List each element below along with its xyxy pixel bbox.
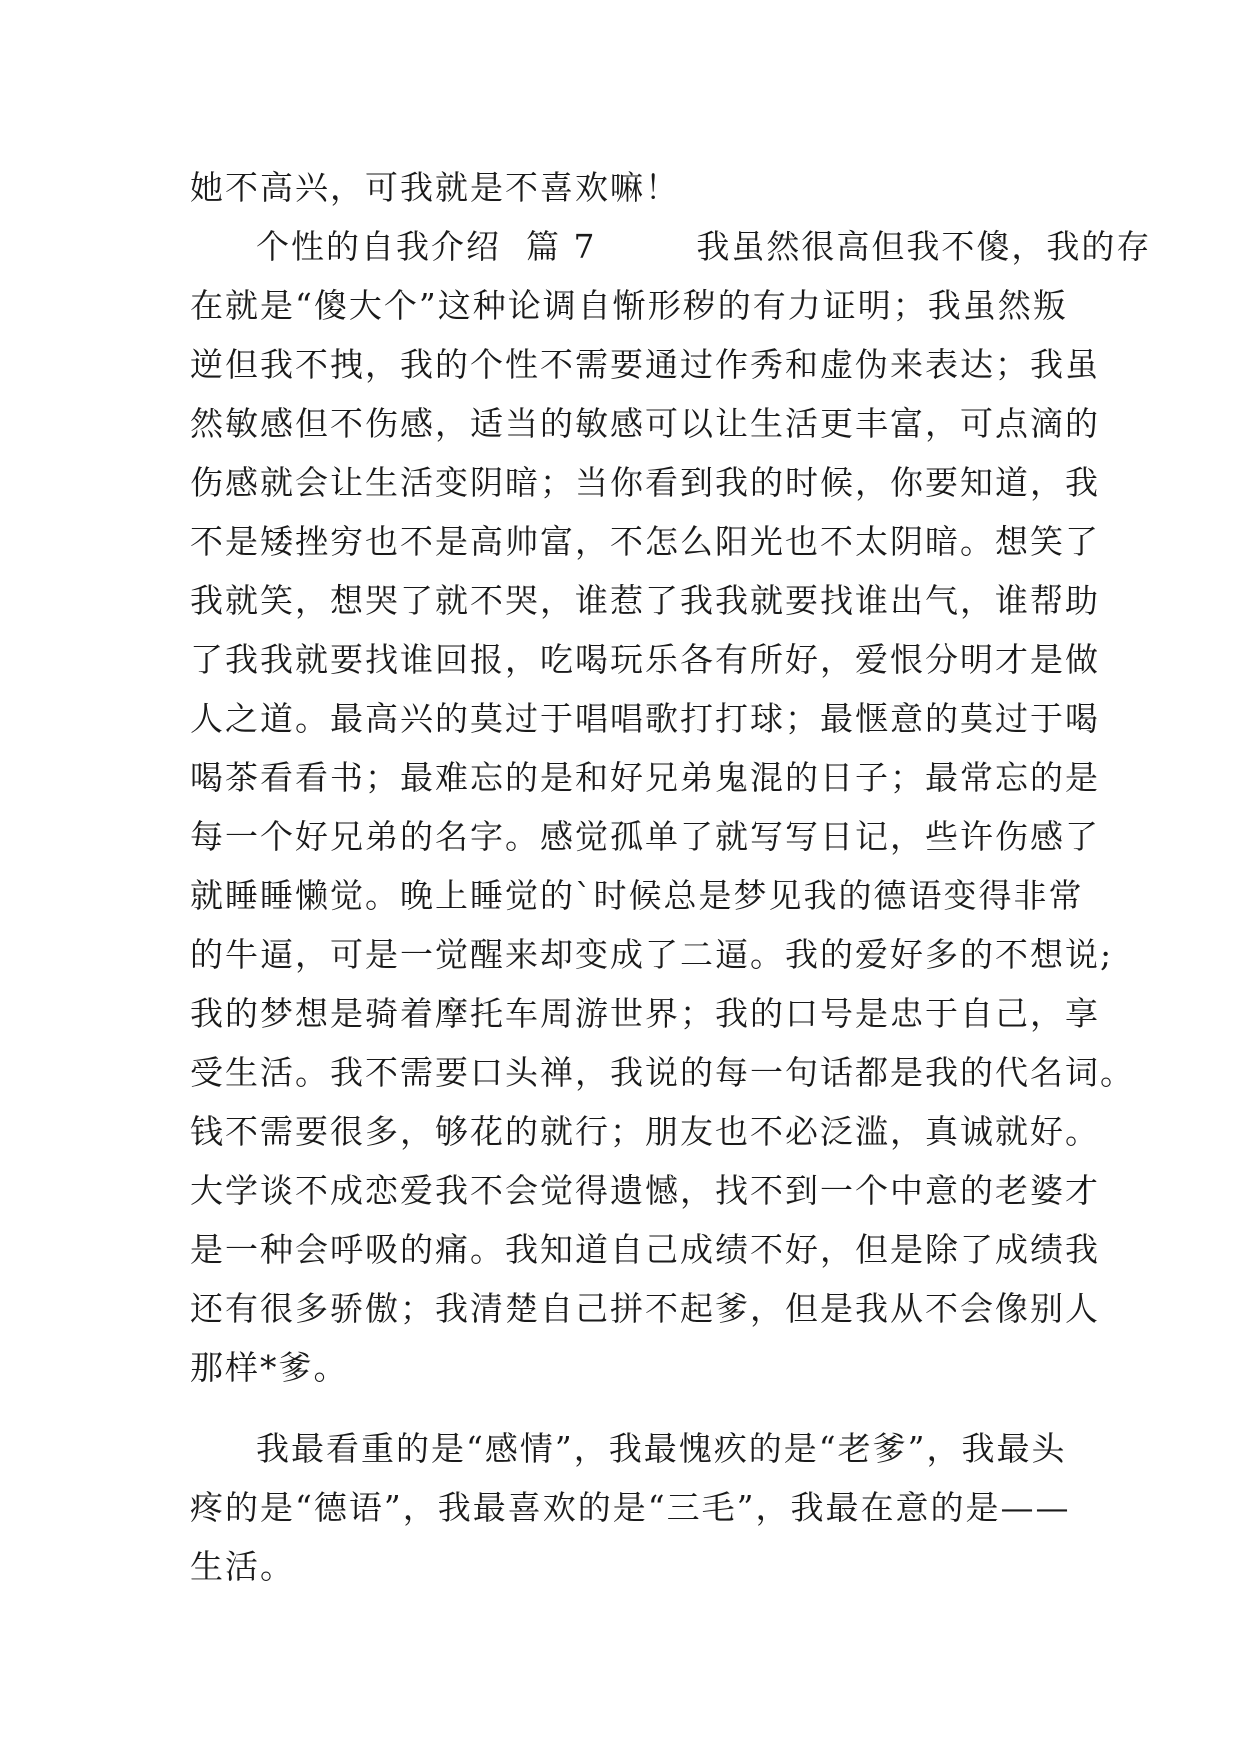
text-line: 大学谈不成恋爱我不会觉得遗憾，找不到一个中意的老婆才: [190, 1171, 1100, 1210]
text-line: 就睡睡懒觉。晚上睡觉的`时候总是梦见我的德语变得非常: [190, 876, 1084, 915]
text-line: 我的梦想是骑着摩托车周游世界；我的口号是忠于自己，享: [190, 994, 1100, 1033]
text-line: 那样*爹。: [190, 1348, 349, 1387]
text-line: 个性的自我介绍 篇 7 我虽然很高但我不傻，我的存: [256, 227, 1152, 266]
text-line: 伤感就会让生活变阴暗；当你看到我的时候，你要知道，我: [190, 463, 1100, 502]
text-line: 受生活。我不需要口头禅，我说的每一句话都是我的代名词。: [190, 1053, 1135, 1092]
body-text: [190, 158, 1152, 1596]
text-line: 钱不需要很多，够花的就行；朋友也不必泛滥，真诚就好。: [190, 1112, 1100, 1151]
paragraph-2: [190, 217, 1152, 1397]
text-line: 的牛逼，可是一觉醒来却变成了二逼。我的爱好多的不想说;: [190, 935, 1114, 974]
text-line: 我就笑，想哭了就不哭，谁惹了我我就要找谁出气，谁帮助: [190, 581, 1100, 620]
text-line: 不是矮挫穷也不是高帅富，不怎么阳光也不太阴暗。想笑了: [190, 522, 1100, 561]
text-line: 在就是“傻大个”这种论调自惭形秽的有力证明；我虽然叛: [190, 286, 1068, 325]
text-line: 逆但我不拽，我的个性不需要通过作秀和虚伪来表达；我虽: [190, 345, 1100, 384]
text-line: 疼的是“德语”，我最喜欢的是“三毛”，我最在意的是——: [190, 1488, 1071, 1527]
paragraph-3: [190, 1419, 1070, 1596]
text-line: 我最看重的是“感情”，我最愧疚的是“老爹”，我最头: [256, 1429, 1067, 1468]
text-line: 是一种会呼吸的痛。我知道自己成绩不好，但是除了成绩我: [190, 1230, 1100, 1269]
text-line: 生活。: [190, 1547, 295, 1586]
text-line: 她不高兴，可我就是不喜欢嘛！: [190, 168, 680, 207]
text-line: 了我我就要找谁回报，吃喝玩乐各有所好，爱恨分明才是做: [190, 640, 1100, 679]
text-line: 喝茶看看书；最难忘的是和好兄弟鬼混的日子；最常忘的是: [190, 758, 1100, 797]
text-line: 每一个好兄弟的名字。感觉孤单了就写写日记，些许伤感了: [190, 817, 1100, 856]
text-line: 然敏感但不伤感，适当的敏感可以让生活更丰富，可点滴的: [190, 404, 1100, 443]
text-line: 人之道。最高兴的莫过于唱唱歌打打球；最惬意的莫过于喝: [190, 699, 1100, 738]
text-line: 还有很多骄傲；我清楚自己拼不起爹，但是我从不会像别人: [190, 1289, 1100, 1328]
paragraph-1: [190, 158, 1070, 217]
